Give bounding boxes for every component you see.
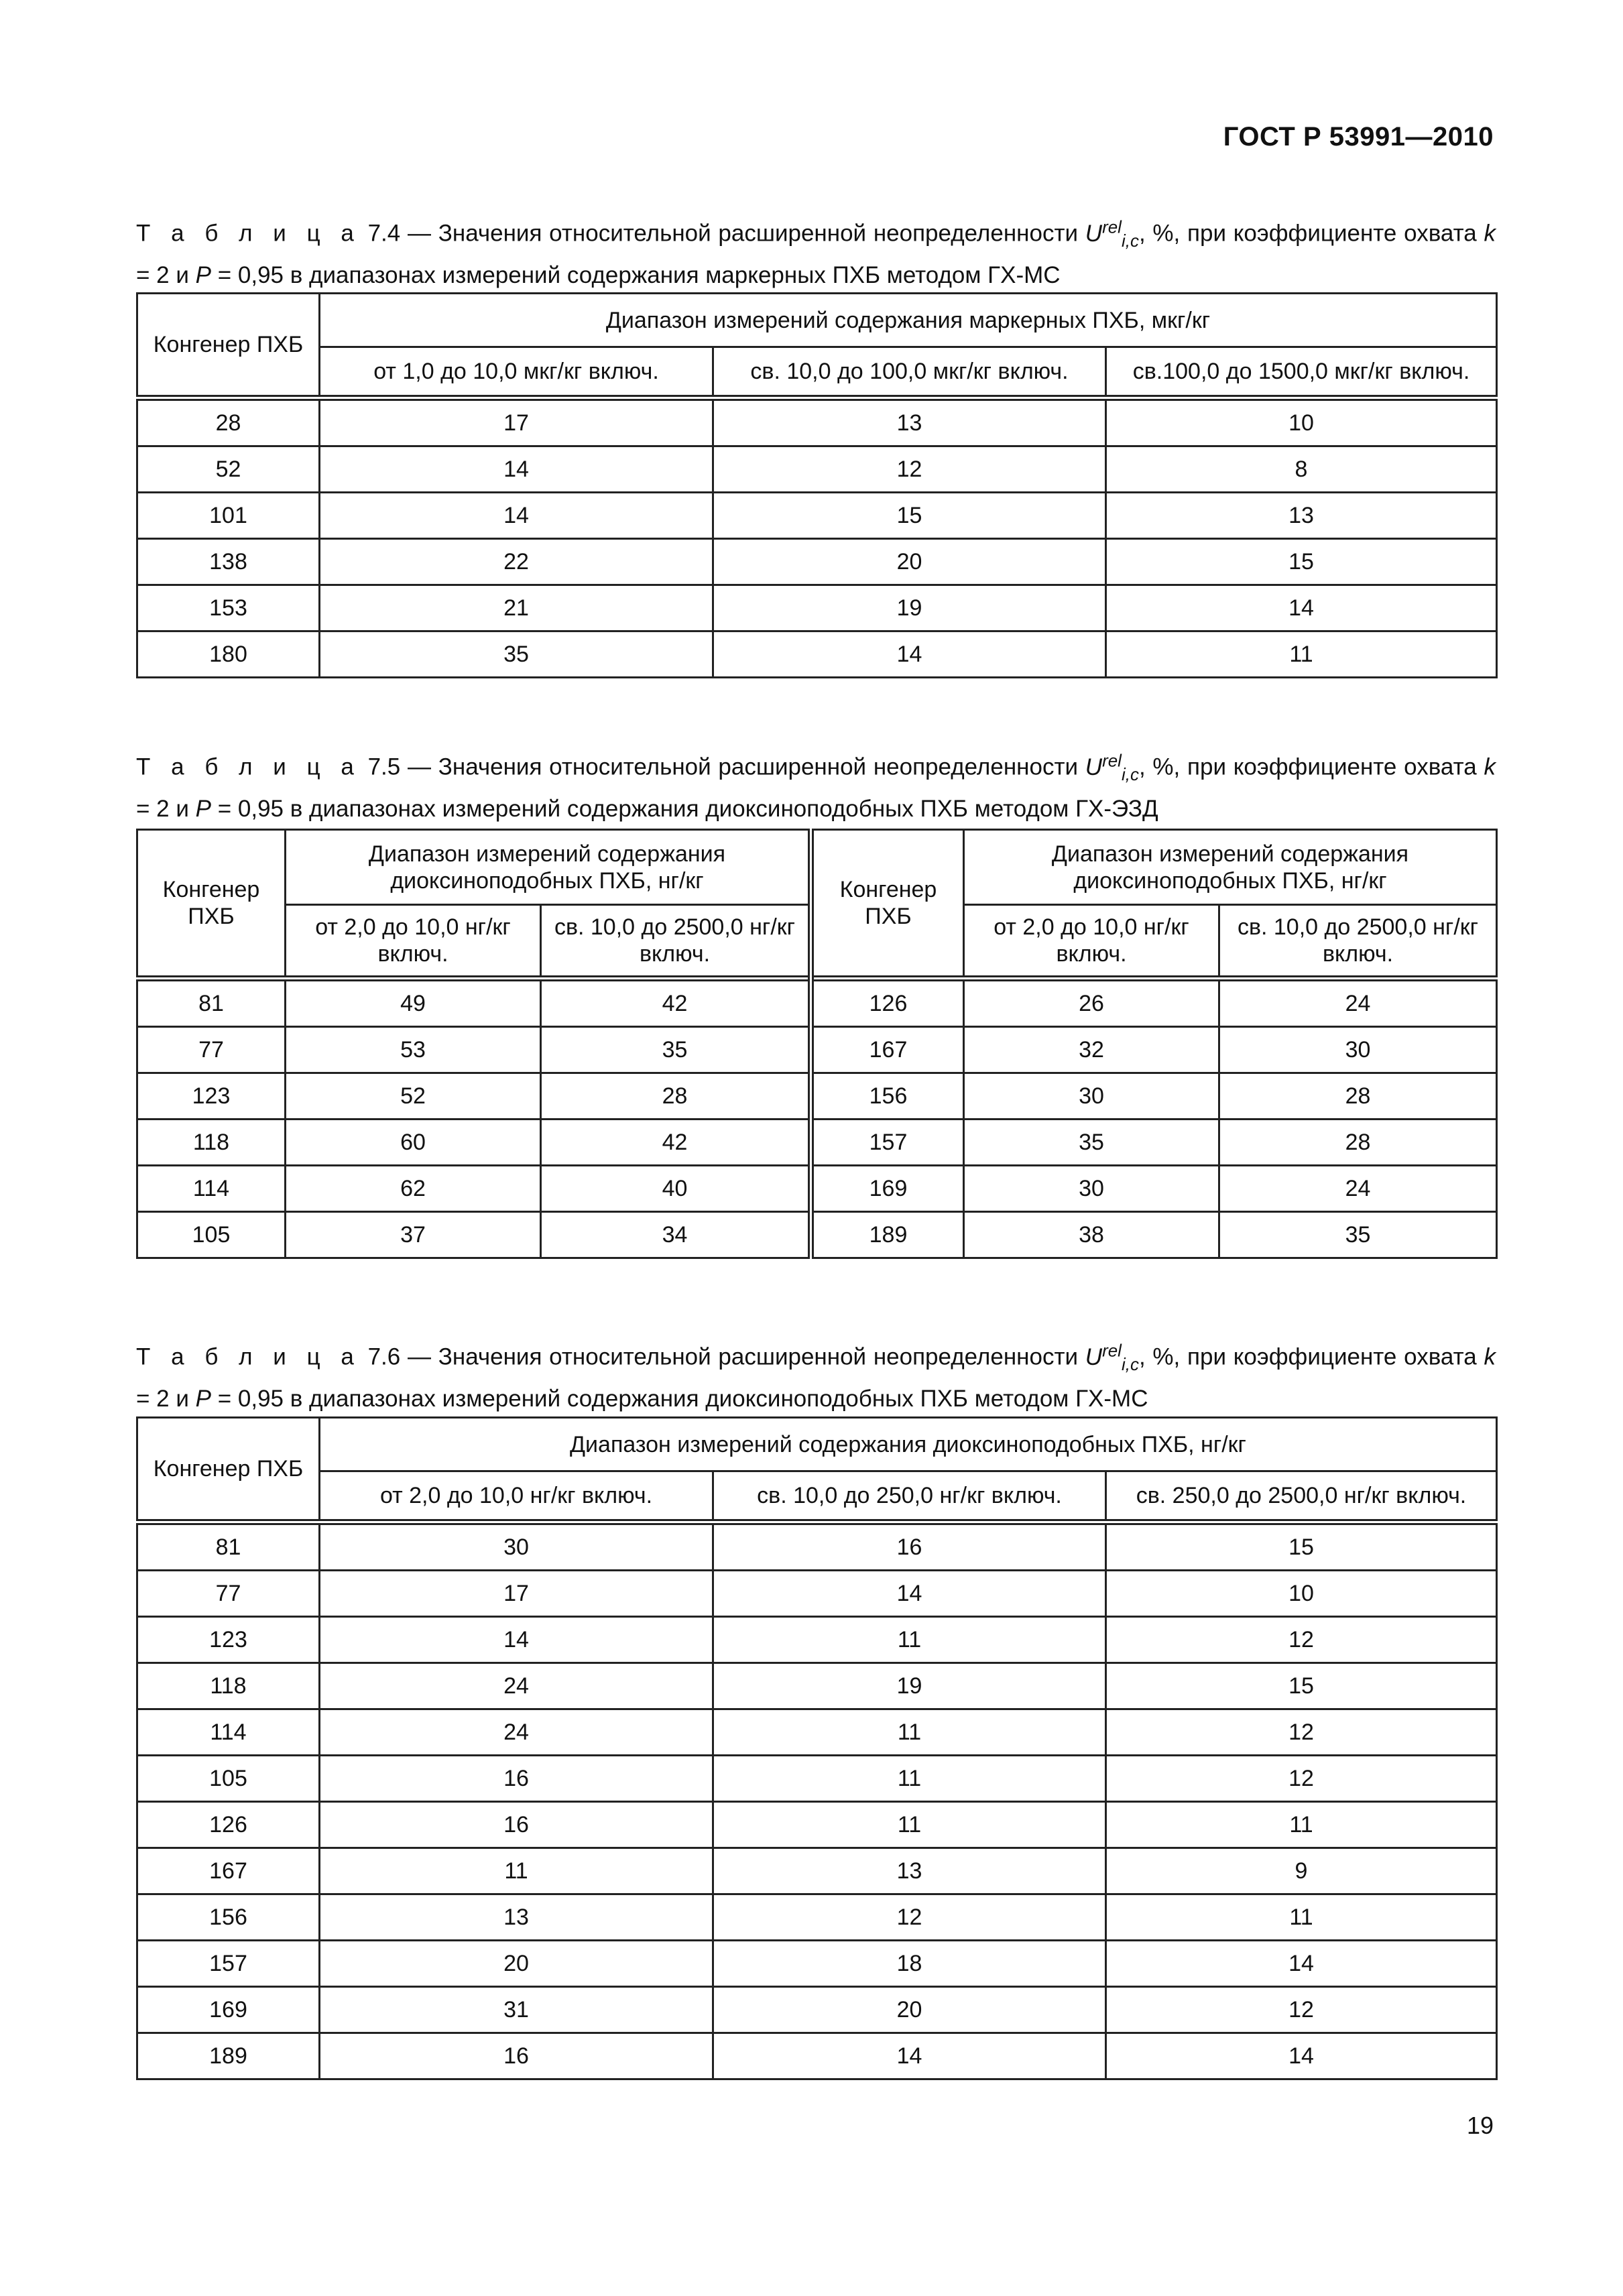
- table-row: 123 14 11 12: [137, 1617, 1497, 1663]
- table-row: 52 14 12 8: [137, 446, 1497, 493]
- table-row: 156 13 12 11: [137, 1894, 1497, 1941]
- table-7-4: [136, 292, 1498, 678]
- caption-text: Значения относительной расширенной неопределенности: [438, 753, 1079, 780]
- caption-text: Значения относительной расширенной неопределенности: [438, 220, 1079, 247]
- table-caption-7-4: [136, 209, 1496, 293]
- table-row: 180 35 14 11: [137, 631, 1497, 678]
- table-row: 153 21 19 14: [137, 585, 1497, 631]
- table-row: 114 24 11 12: [137, 1709, 1497, 1756]
- symbol-k: k: [1484, 753, 1496, 780]
- table-row: 118 60 42 157 35 28: [137, 1120, 1497, 1166]
- caption-number: 7.4 —: [367, 220, 431, 247]
- caption-text: = 2 и: [136, 795, 189, 822]
- table-row: 189 16 14 14: [137, 2033, 1497, 2079]
- caption-text: = 2 и: [136, 1385, 189, 1412]
- caption-text: , %, при коэффициенте охвата: [1138, 753, 1477, 780]
- subheader-range-2-left: св. 10,0 до 2500,0 нг/кг включ.: [541, 905, 811, 979]
- table-7-5: [136, 829, 1498, 1259]
- standard-number: ГОСТ Р 53991—2010: [1223, 122, 1494, 152]
- table-row: 169 31 20 12: [137, 1987, 1497, 2033]
- subheader-range-2-right: св. 10,0 до 2500,0 нг/кг включ.: [1219, 905, 1497, 979]
- table-row: 123 52 28 156 30 28: [137, 1073, 1497, 1120]
- table-row: 81 49 42 126 26 24: [137, 979, 1497, 1027]
- caption-text: = 2 и: [136, 261, 189, 288]
- table-row: 138 22 20 15: [137, 539, 1497, 585]
- symbol-k: k: [1484, 220, 1496, 247]
- caption-text: = 0,95 в диапазонах измерений содержания диоксиноподобных ПХБ методом ГХ-МС: [217, 1385, 1148, 1412]
- table-row: 81 30 16 15: [137, 1522, 1497, 1571]
- table-row: 77 17 14 10: [137, 1571, 1497, 1617]
- caption-text: = 0,95 в диапазонах измерений содержания маркерных ПХБ методом ГХ-МС: [217, 261, 1061, 288]
- caption-text: = 0,95 в диапазонах измерений содержания диоксиноподобных ПХБ методом ГХ-ЭЗД: [217, 795, 1158, 822]
- uncertainty-symbol: $U^{rel}_{i,c}$: [1085, 750, 1139, 784]
- table-row: 118 24 19 15: [137, 1663, 1497, 1709]
- caption-text: , %, при коэффициенте охвата: [1138, 1343, 1477, 1370]
- header-range: Диапазон измерений содержания маркерных ПХБ, мкг/кг: [320, 294, 1497, 347]
- symbol-p: P: [195, 261, 211, 288]
- header-congener: Конгенер ПХБ: [137, 1418, 320, 1522]
- table-row: 28 17 13 10: [137, 398, 1497, 446]
- table-row: 157 20 18 14: [137, 1941, 1497, 1987]
- table-row: 77 53 35 167 32 30: [137, 1027, 1497, 1073]
- uncertainty-symbol: $U^{rel}_{i,c}$: [1085, 1340, 1139, 1374]
- subheader-range-1: от 2,0 до 10,0 нг/кг включ.: [320, 1471, 713, 1522]
- table-row: 105 37 34 189 38 35: [137, 1212, 1497, 1258]
- table-caption-7-5: [136, 743, 1496, 827]
- subheader-range-1-left: от 2,0 до 10,0 нг/кг включ.: [286, 905, 541, 979]
- uncertainty-symbol: $U^{rel}_{i,c}$: [1085, 217, 1139, 251]
- caption-number: 7.6 —: [367, 1343, 431, 1370]
- table-row: 114 62 40 169 30 24: [137, 1166, 1497, 1212]
- header-congener: Конгенер ПХБ: [137, 294, 320, 398]
- subheader-range-2: св. 10,0 до 250,0 нг/кг включ.: [713, 1471, 1106, 1522]
- caption-number: 7.5 —: [367, 753, 431, 780]
- symbol-k: k: [1484, 1343, 1496, 1370]
- symbol-p: P: [195, 795, 211, 822]
- table-row: 101 14 15 13: [137, 493, 1497, 539]
- header-congener-right: Конгенер ПХБ: [811, 830, 964, 979]
- caption-label: Т а б л и ц а: [136, 1343, 361, 1370]
- caption-label: Т а б л и ц а: [136, 220, 361, 247]
- subheader-range-1: от 1,0 до 10,0 мкг/кг включ.: [320, 347, 713, 398]
- caption-text: , %, при коэффициенте охвата: [1138, 220, 1477, 247]
- subheader-range-3: св. 250,0 до 2500,0 нг/кг включ.: [1106, 1471, 1497, 1522]
- subheader-range-1-right: от 2,0 до 10,0 нг/кг включ.: [964, 905, 1219, 979]
- page-number: 19: [1466, 2112, 1494, 2139]
- table-row: 105 16 11 12: [137, 1756, 1497, 1802]
- table-caption-7-6: [136, 1333, 1496, 1416]
- subheader-range-3: св.100,0 до 1500,0 мкг/кг включ.: [1106, 347, 1497, 398]
- table-7-6: [136, 1416, 1498, 2080]
- table-row: 167 11 13 9: [137, 1848, 1497, 1894]
- header-range-left: Диапазон измерений содержания диоксиноподобных ПХБ, нг/кг: [286, 830, 811, 905]
- symbol-p: P: [195, 1385, 211, 1412]
- caption-text: Значения относительной расширенной неопределенности: [438, 1343, 1079, 1370]
- header-range-right: Диапазон измерений содержания диоксиноподобных ПХБ, нг/кг: [964, 830, 1497, 905]
- table-row: 126 16 11 11: [137, 1802, 1497, 1848]
- subheader-range-2: св. 10,0 до 100,0 мкг/кг включ.: [713, 347, 1106, 398]
- caption-label: Т а б л и ц а: [136, 753, 361, 780]
- header-congener-left: Конгенер ПХБ: [137, 830, 286, 979]
- header-range: Диапазон измерений содержания диоксиноподобных ПХБ, нг/кг: [320, 1418, 1497, 1471]
